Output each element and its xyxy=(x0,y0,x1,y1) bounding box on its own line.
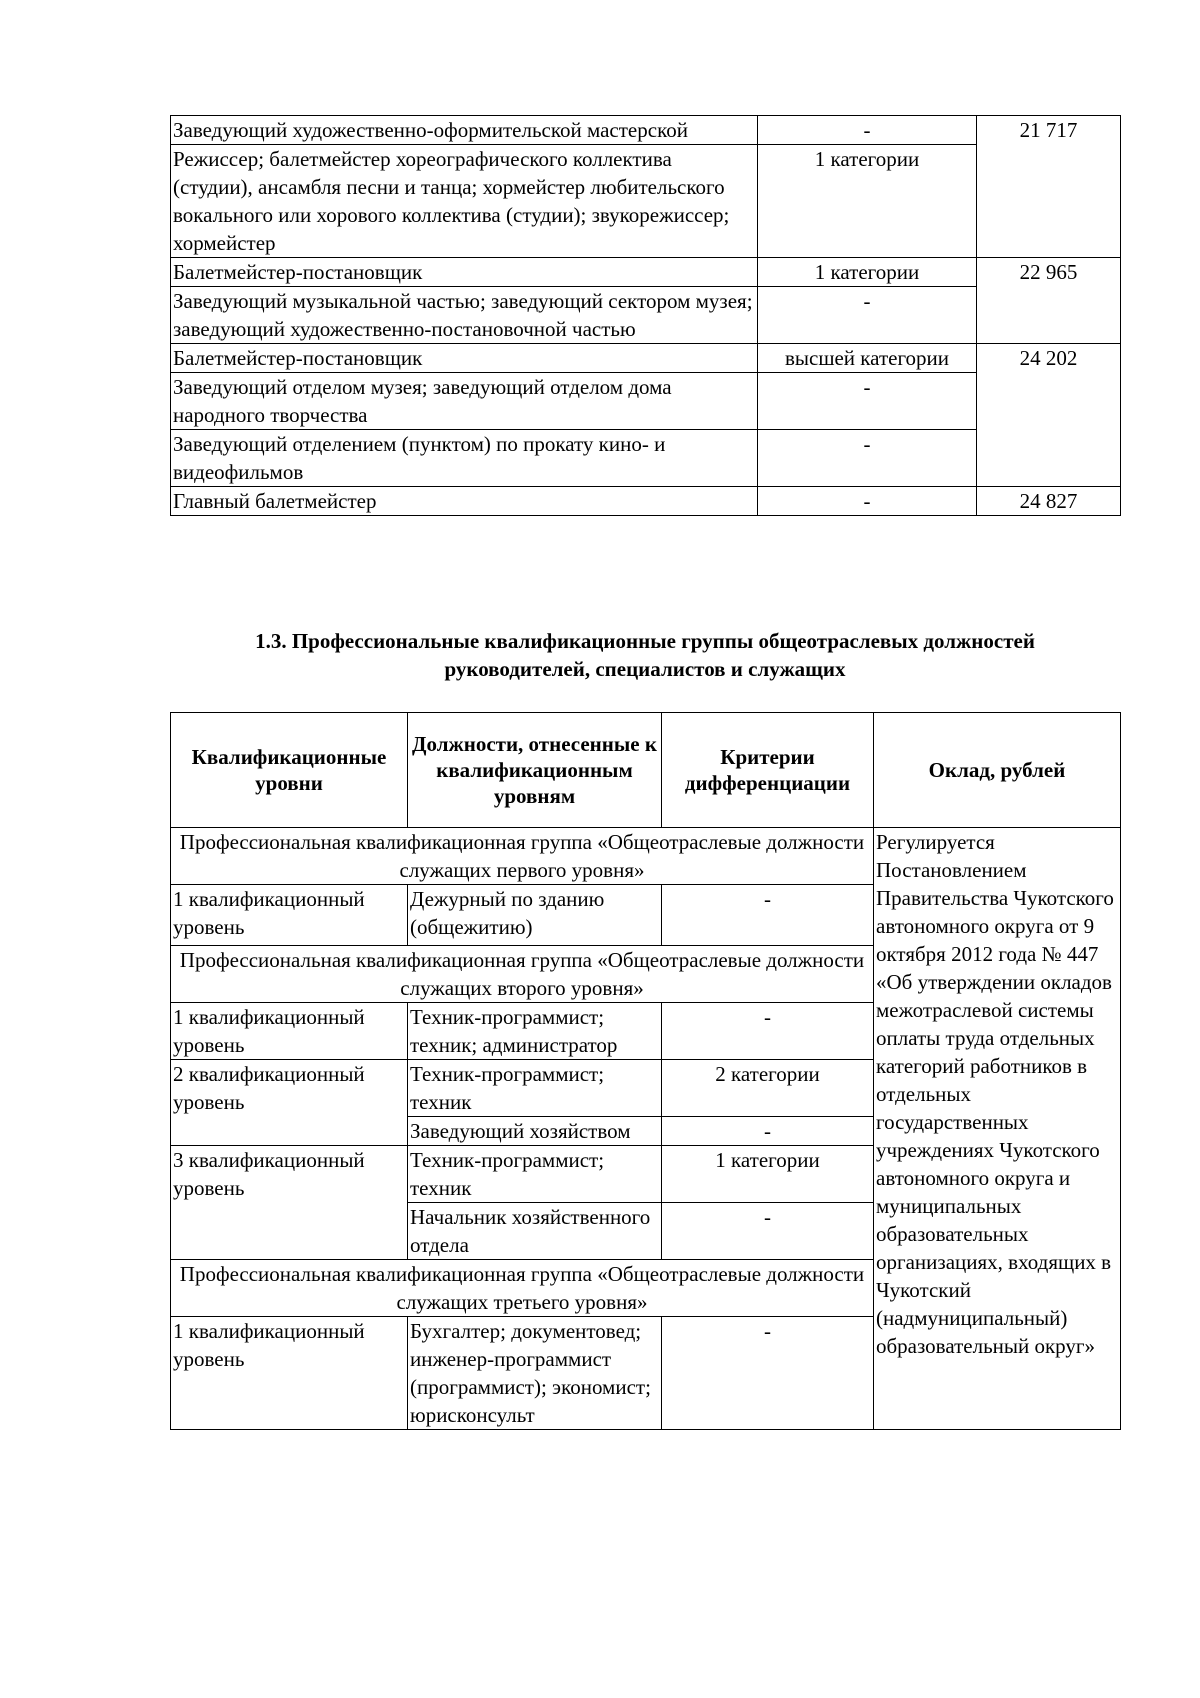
position-cell: Заведующий музыкальной частью; заведующий сектором музея; заведующий художественно-постановочной частью xyxy=(171,287,758,344)
table-row xyxy=(171,258,1121,287)
level-cell: 2 квалификационный уровень xyxy=(171,1060,408,1146)
criteria-cell: - xyxy=(662,1117,874,1146)
group-row xyxy=(171,828,1121,885)
header-positions: Должности, отнесенные к квалификационным уровням xyxy=(408,713,662,828)
group-title: Профессиональная квалификационная группа «Общеотраслевые должности служащих второго уровня» xyxy=(171,946,874,1003)
table-row xyxy=(171,344,1121,373)
position-cell: Балетмейстер-постановщик xyxy=(171,258,758,287)
section-title-line: 1.3. Профессиональные квалификационные группы общеотраслевых должностей xyxy=(255,629,1035,653)
level-cell: 1 квалификационный уровень xyxy=(171,885,408,946)
level-cell: 1 квалификационный уровень xyxy=(171,1003,408,1060)
category-cell: - xyxy=(758,373,977,430)
position-cell: Начальник хозяйственного отдела xyxy=(408,1203,662,1260)
category-cell: - xyxy=(758,287,977,344)
salary-cell: 22 965 xyxy=(977,258,1121,344)
criteria-cell: - xyxy=(662,1003,874,1060)
section-title xyxy=(170,627,1120,683)
section-title-line: руководителей, специалистов и служащих xyxy=(444,657,846,681)
criteria-cell: 1 категории xyxy=(662,1146,874,1203)
salary-note-cell: Регулируется Постановлением Правительства Чукотского автономного округа от 9 октября 2012 года № 447 «Об утверждении окладов межотраслевой системы оплаты труда отдельных категорий работников в отдельных государственных учреждениях Чукотского автономного округа и муниципальных образовательных организациях, входящих в Чукотский (надмуниципальный) образовательный округ» xyxy=(874,828,1121,1430)
salary-cell: 21 717 xyxy=(977,116,1121,258)
position-cell: Заведующий отделением (пунктом) по прокату кино- и видеофильмов xyxy=(171,430,758,487)
header-row xyxy=(171,713,1121,828)
criteria-cell: - xyxy=(662,885,874,946)
level-cell: 1 квалификационный уровень xyxy=(171,1317,408,1430)
category-cell: высшей категории xyxy=(758,344,977,373)
salary-table-culture xyxy=(170,115,1121,516)
position-cell: Техник-программист; техник; администратор xyxy=(408,1003,662,1060)
position-cell: Заведующий хозяйством xyxy=(408,1117,662,1146)
criteria-cell: - xyxy=(662,1317,874,1430)
category-cell: - xyxy=(758,430,977,487)
group-title: Профессиональная квалификационная группа «Общеотраслевые должности служащих первого уровня» xyxy=(171,828,874,885)
table-row xyxy=(171,487,1121,516)
header-levels: Квалификационные уровни xyxy=(171,713,408,828)
header-criteria: Критерии дифференциации xyxy=(662,713,874,828)
position-cell: Балетмейстер-постановщик xyxy=(171,344,758,373)
position-cell: Заведующий художественно-оформительской мастерской xyxy=(171,116,758,145)
position-cell: Бухгалтер; документовед; инженер-программист (программист); экономист; юрисконсульт xyxy=(408,1317,662,1430)
position-cell: Заведующий отделом музея; заведующий отделом дома народного творчества xyxy=(171,373,758,430)
position-cell: Техник-программист; техник xyxy=(408,1060,662,1117)
criteria-cell: - xyxy=(662,1203,874,1260)
position-cell: Режиссер; балетмейстер хореографического коллектива (студии), ансамбля песни и танца; хормейстер любительского вокального или хорового коллектива (студии); звукорежиссер; хормейстер xyxy=(171,145,758,258)
header-salary: Оклад, рублей xyxy=(874,713,1121,828)
salary-cell: 24 202 xyxy=(977,344,1121,487)
category-cell: 1 категории xyxy=(758,258,977,287)
position-cell: Главный балетмейстер xyxy=(171,487,758,516)
category-cell: 1 категории xyxy=(758,145,977,258)
level-cell: 3 квалификационный уровень xyxy=(171,1146,408,1260)
salary-cell: 24 827 xyxy=(977,487,1121,516)
position-cell: Техник-программист; техник xyxy=(408,1146,662,1203)
category-cell: - xyxy=(758,116,977,145)
table-row xyxy=(171,116,1121,145)
group-title: Профессиональная квалификационная группа «Общеотраслевые должности служащих третьего уровня» xyxy=(171,1260,874,1317)
category-cell: - xyxy=(758,487,977,516)
salary-table-general xyxy=(170,712,1121,1430)
position-cell: Дежурный по зданию (общежитию) xyxy=(408,885,662,946)
criteria-cell: 2 категории xyxy=(662,1060,874,1117)
